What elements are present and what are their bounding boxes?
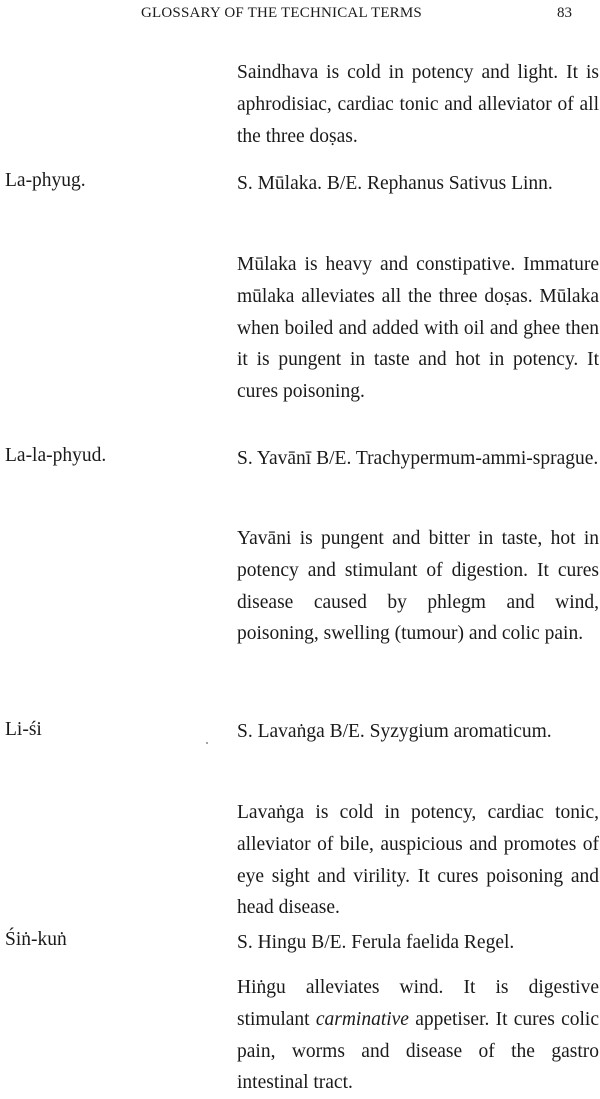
italic-term: carminative (315, 1008, 409, 1030)
page-header (0, 5, 600, 29)
description-text: appetiser. It cures colic pain, worms and disease of the gastro intestinal tract. (237, 1008, 600, 1094)
glossary-identification: S. Yavānī B/E. Trachypermum-ammi-sprague. (237, 448, 599, 469)
glossary-term: La-phyug. (5, 170, 86, 191)
page-number: 83 (557, 5, 572, 21)
glossary-description: Yavāni is pungent and bitter in taste, hot in potency and stimulant of digestion. It cures disease caused by phlegm and wind, poisoning, swelling (tumour) and colic pain. (237, 528, 599, 645)
glossary-term: Śiṅ-kuṅ (5, 929, 67, 950)
glossary-description (237, 972, 599, 1099)
running-head: GLOSSARY OF THE TECHNICAL TERMS (141, 5, 422, 21)
continuation-description: Saindhava is cold in potency and light. It is aphrodisiac, cardiac tonic and alleviator of all the three doṣas. (237, 62, 599, 147)
glossary-term: Li-śi (5, 719, 42, 740)
description-text: Hiṅgu alleviates wind. It is digestive stimulant (237, 977, 599, 1030)
glossary-description: Lavaṅga is cold in potency, cardiac tonic, alleviator of bile, auspicious and promotes of eye sight and virility. It cures poisoning and head disease. (237, 802, 599, 919)
print-speck (206, 742, 208, 744)
glossary-description: Mūlaka is heavy and constipative. Immature mūlaka alleviates all the three doṣas. Mūlaka when boiled and added with oil and ghee then it is pungent in taste and hot in potency. It cures poisoning. (237, 254, 599, 403)
glossary-identification: S. Lavaṅga B/E. Syzygium aromaticum. (237, 721, 552, 742)
glossary-identification: S. Hingu B/E. Ferula faelida Regel. (237, 932, 515, 953)
glossary-identification: S. Mūlaka. B/E. Rephanus Sativus Linn. (237, 173, 553, 194)
glossary-term: La-la-phyud. (5, 445, 107, 466)
